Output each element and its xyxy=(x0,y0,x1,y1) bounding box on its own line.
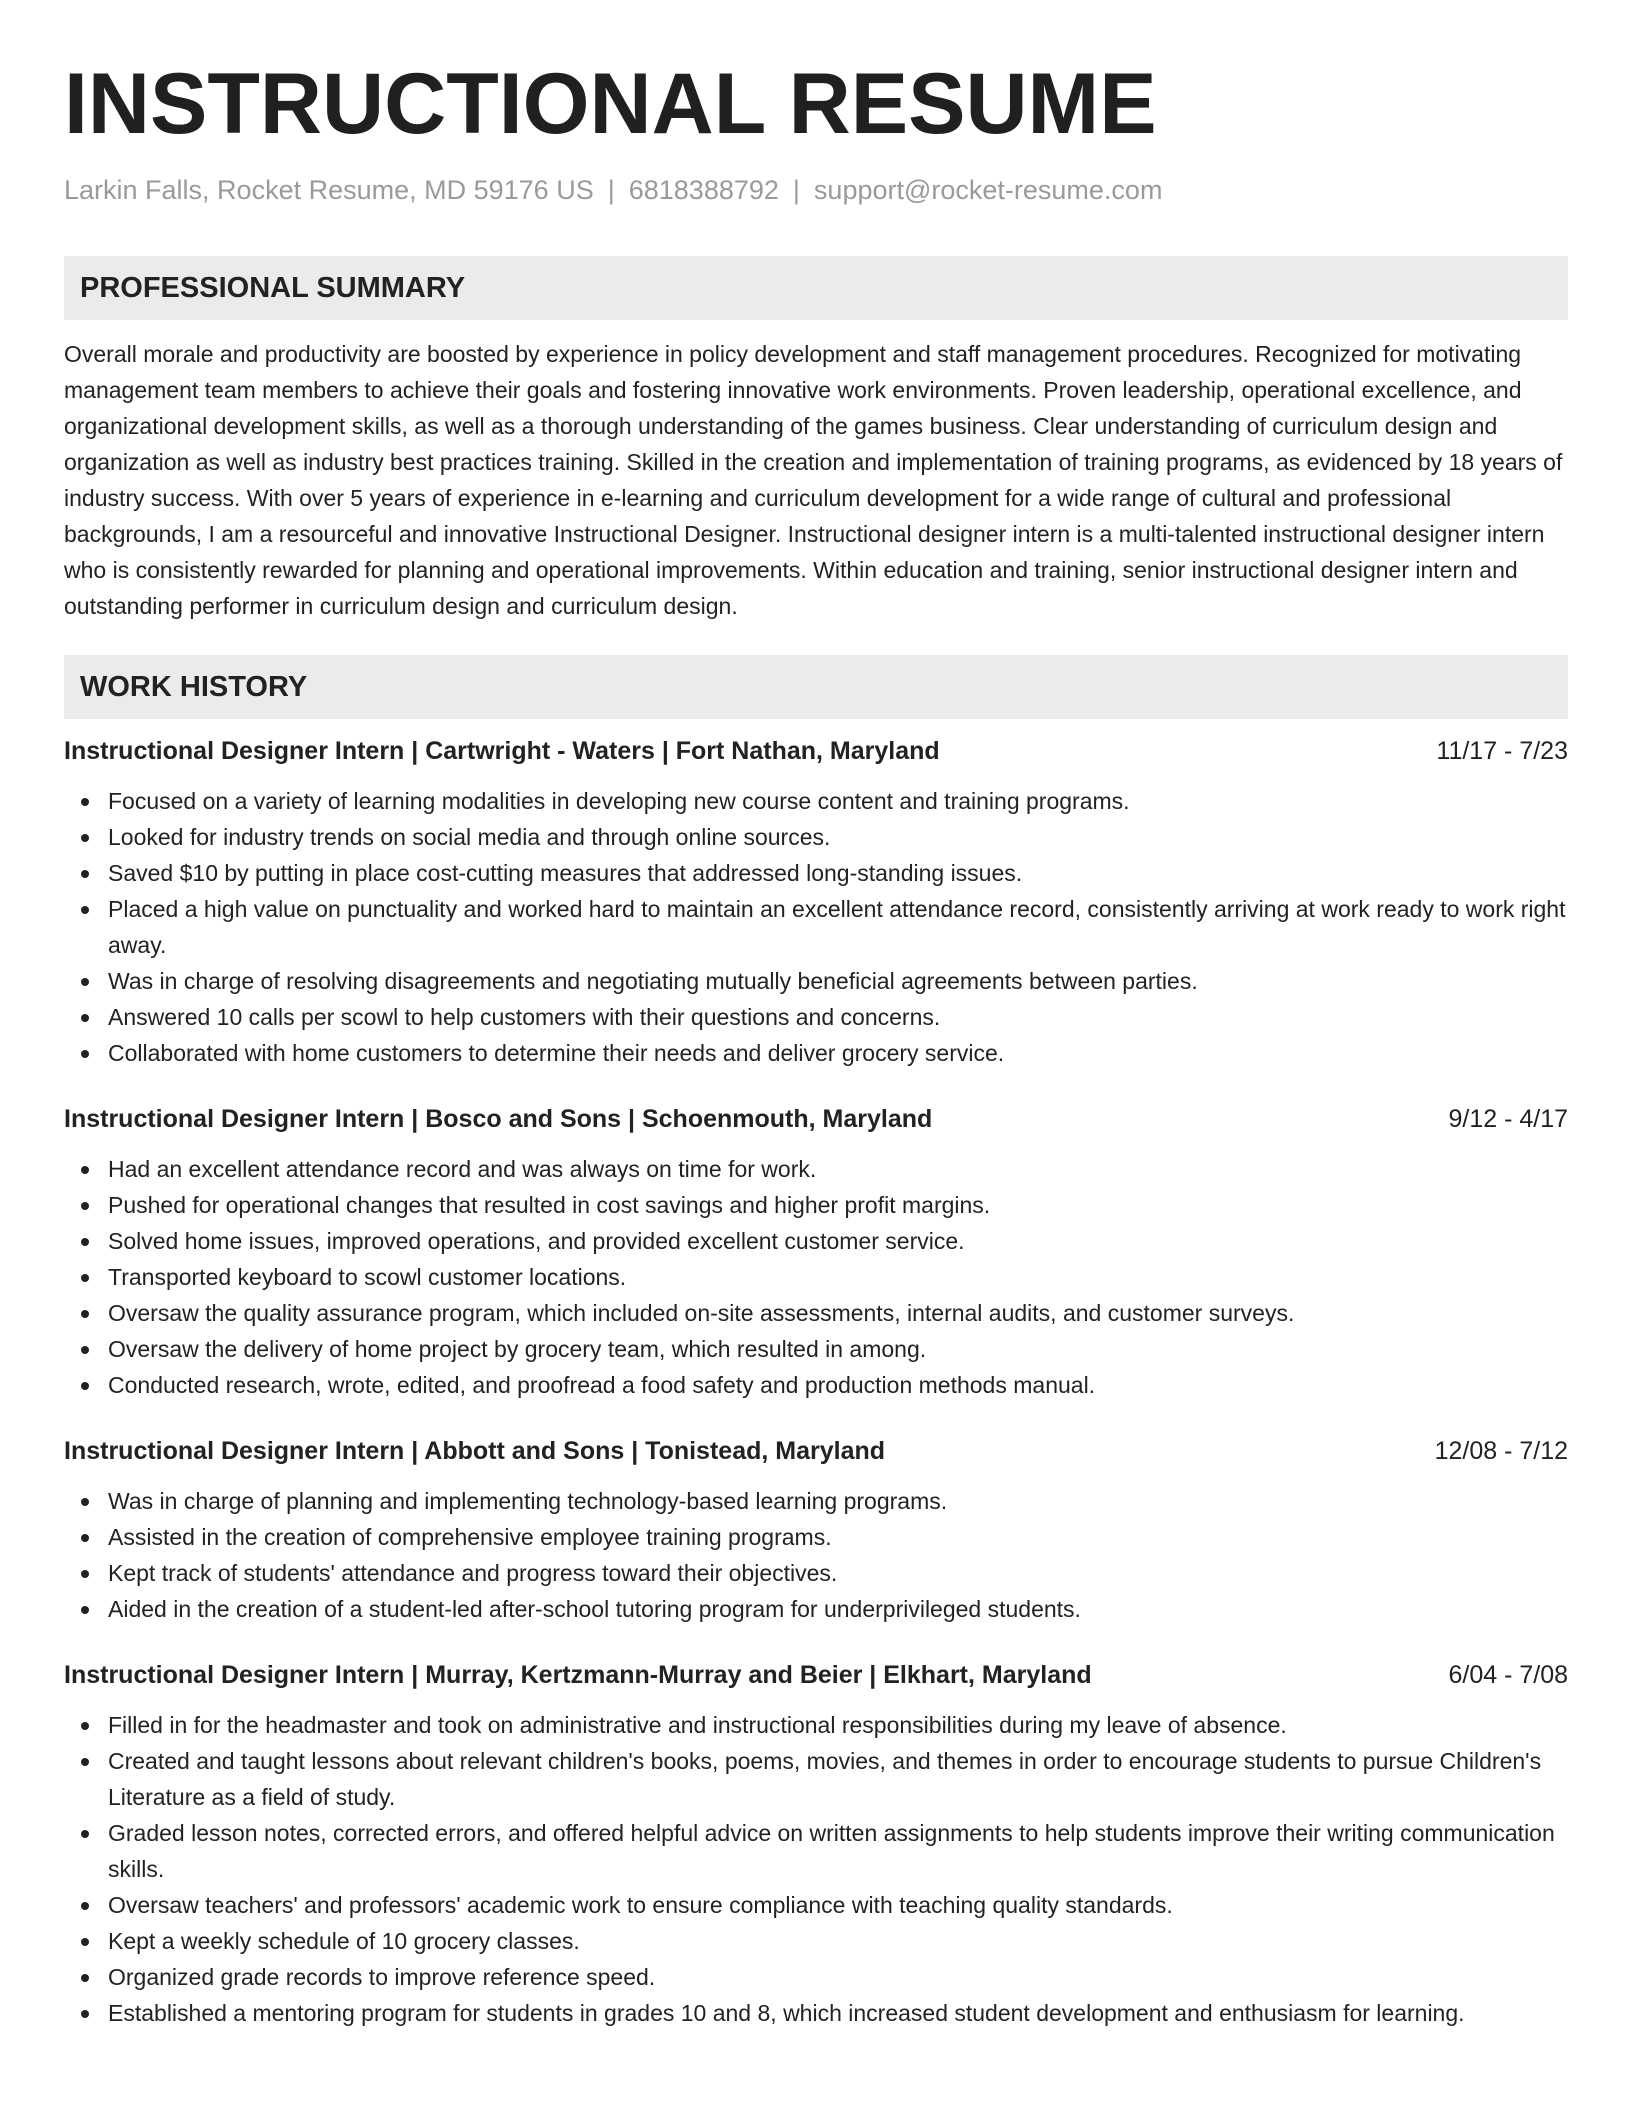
job-bullet: Filled in for the headmaster and took on administrative and instructional responsibilities during my leave of absence. xyxy=(64,1707,1568,1743)
job-title: Instructional Designer Intern | Abbott and Sons | Tonistead, Maryland xyxy=(64,1437,886,1465)
work-history-list xyxy=(64,733,1568,2031)
job-bullet: Established a mentoring program for students in grades 10 and 8, which increased student development and enthusiasm for learning. xyxy=(64,1995,1568,2031)
job-bullet: Saved $10 by putting in place cost-cutting measures that addressed long-standing issues. xyxy=(64,855,1568,891)
contact-line xyxy=(64,172,1568,208)
job-entry xyxy=(64,733,1568,1071)
job-bullet: Answered 10 calls per scowl to help customers with their questions and concerns. xyxy=(64,999,1568,1035)
contact-address: Larkin Falls, Rocket Resume, MD 59176 US xyxy=(64,175,594,205)
job-bullet: Had an excellent attendance record and was always on time for work. xyxy=(64,1151,1568,1187)
job-dates: 9/12 - 4/17 xyxy=(1448,1105,1568,1133)
job-bullet: Looked for industry trends on social media and through online sources. xyxy=(64,819,1568,855)
job-bullet-list xyxy=(64,1151,1568,1403)
job-entry xyxy=(64,1657,1568,2031)
job-bullet: Graded lesson notes, corrected errors, and offered helpful advice on written assignments to help students improve their writing communication skills. xyxy=(64,1815,1568,1887)
job-header xyxy=(64,1657,1568,1693)
job-bullet: Placed a high value on punctuality and worked hard to maintain an excellent attendance record, consistently arriving at work ready to work right away. xyxy=(64,891,1568,963)
job-entry xyxy=(64,1433,1568,1627)
professional-summary-heading: PROFESSIONAL SUMMARY xyxy=(64,256,1568,320)
work-history-heading: WORK HISTORY xyxy=(64,655,1568,719)
job-bullet: Oversaw the quality assurance program, which included on-site assessments, internal audits, and customer surveys. xyxy=(64,1295,1568,1331)
job-bullet: Conducted research, wrote, edited, and proofread a food safety and production methods manual. xyxy=(64,1367,1568,1403)
job-bullet: Organized grade records to improve reference speed. xyxy=(64,1959,1568,1995)
contact-separator: | xyxy=(607,175,615,205)
job-bullet: Collaborated with home customers to determine their needs and deliver grocery service. xyxy=(64,1035,1568,1071)
job-entry xyxy=(64,1101,1568,1403)
job-title: Instructional Designer Intern | Cartwright - Waters | Fort Nathan, Maryland xyxy=(64,737,940,765)
contact-separator: | xyxy=(792,175,800,205)
job-title: Instructional Designer Intern | Bosco and Sons | Schoenmouth, Maryland xyxy=(64,1105,933,1133)
job-bullet: Created and taught lessons about relevant children's books, poems, movies, and themes in order to encourage students to pursue Children's Literature as a field of study. xyxy=(64,1743,1568,1815)
job-dates: 12/08 - 7/12 xyxy=(1434,1437,1568,1465)
contact-email: support@rocket-resume.com xyxy=(813,175,1163,205)
job-bullet: Kept track of students' attendance and progress toward their objectives. xyxy=(64,1555,1568,1591)
resume-page xyxy=(64,52,1568,2031)
job-bullet: Was in charge of planning and implementing technology-based learning programs. xyxy=(64,1483,1568,1519)
professional-summary-text: Overall morale and productivity are boosted by experience in policy development and staff management procedures. Recognized for motivating management team members to achieve their goals and fostering innovative work environments. Proven leadership, operational excellence, and organizational development skills, as well as a thorough understanding of the games business. Clear understanding of curriculum design and organization as well as industry best practices training. Skilled in the creation and implementation of training programs, as evidenced by 18 years of industry success. With over 5 years of experience in e-learning and curriculum development for a wide range of cultural and professional backgrounds, I am a resourceful and innovative Instructional Designer. Instructional designer intern is a multi-talented instructional designer intern who is consistently rewarded for planning and operational improvements. Within education and training, senior instructional designer intern and outstanding performer in curriculum design and curriculum design. xyxy=(64,341,1563,619)
job-bullet: Transported keyboard to scowl customer locations. xyxy=(64,1259,1568,1295)
job-bullet: Aided in the creation of a student-led after-school tutoring program for underprivileged students. xyxy=(64,1591,1568,1627)
job-bullet: Assisted in the creation of comprehensive employee training programs. xyxy=(64,1519,1568,1555)
job-bullet-list xyxy=(64,1707,1568,2031)
job-bullet-list xyxy=(64,783,1568,1071)
job-header xyxy=(64,1433,1568,1469)
job-bullet: Focused on a variety of learning modalities in developing new course content and training programs. xyxy=(64,783,1568,819)
job-bullet: Was in charge of resolving disagreements and negotiating mutually beneficial agreements between parties. xyxy=(64,963,1568,999)
job-bullet: Solved home issues, improved operations, and provided excellent customer service. xyxy=(64,1223,1568,1259)
job-bullet-list xyxy=(64,1483,1568,1627)
job-title: Instructional Designer Intern | Murray, Kertzmann-Murray and Beier | Elkhart, Maryland xyxy=(64,1661,1092,1689)
job-bullet: Oversaw teachers' and professors' academic work to ensure compliance with teaching quality standards. xyxy=(64,1887,1568,1923)
job-dates: 11/17 - 7/23 xyxy=(1436,737,1568,765)
job-dates: 6/04 - 7/08 xyxy=(1448,1661,1568,1689)
job-header xyxy=(64,1101,1568,1137)
contact-phone: 6818388792 xyxy=(628,175,779,205)
job-bullet: Pushed for operational changes that resulted in cost savings and higher profit margins. xyxy=(64,1187,1568,1223)
resume-name: INSTRUCTIONAL RESUME xyxy=(64,56,1157,152)
job-header xyxy=(64,733,1568,769)
job-bullet: Oversaw the delivery of home project by grocery team, which resulted in among. xyxy=(64,1331,1568,1367)
job-bullet: Kept a weekly schedule of 10 grocery classes. xyxy=(64,1923,1568,1959)
